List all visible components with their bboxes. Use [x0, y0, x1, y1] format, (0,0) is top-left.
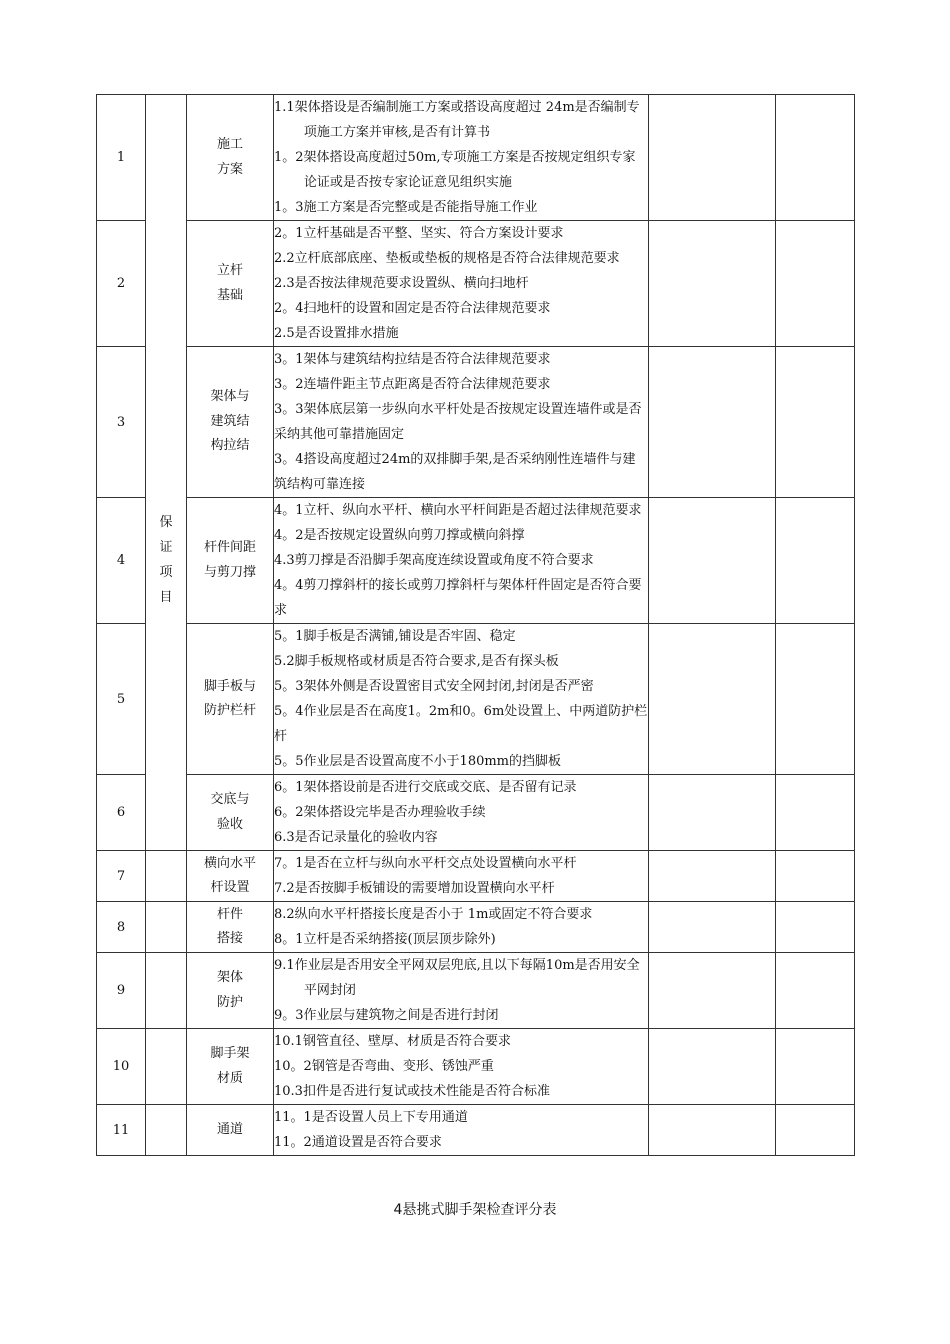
empty-group-cell	[146, 1029, 187, 1105]
category-line: 材质	[216, 1070, 243, 1086]
check-item: 3。2连墙件距主节点距离是否符合法律规范要求	[274, 377, 551, 392]
deduction-cell[interactable]	[649, 902, 776, 953]
category-cell	[187, 851, 274, 902]
category-line: 杆件	[216, 906, 243, 922]
check-item: 8。1立杆是否采纳搭接(顶层顶步除外)	[274, 932, 496, 947]
check-items-cell	[274, 851, 649, 902]
empty-group-cell	[146, 1105, 187, 1156]
category-line: 架体	[216, 970, 243, 985]
score-cell[interactable]	[776, 347, 855, 498]
category-line: 施工	[216, 137, 243, 152]
category-line: 脚手架	[210, 1046, 250, 1061]
group-label-char: 证	[159, 540, 173, 555]
group-label-cell	[146, 95, 187, 851]
table-row	[97, 953, 855, 1029]
category-line: 方案	[216, 161, 243, 177]
deduction-cell[interactable]	[649, 95, 776, 221]
check-items-cell	[274, 347, 649, 498]
check-item: 10。2钢管是否弯曲、变形、锈蚀严重	[274, 1059, 494, 1074]
empty-group-cell	[146, 902, 187, 953]
check-item: 4.3剪刀撑是否沿脚手架高度连续设置或角度不符合要求	[274, 553, 594, 568]
category-cell	[187, 498, 274, 624]
score-cell[interactable]	[776, 95, 855, 221]
check-item: 4。2是否按规定设置纵向剪刀撑或横向斜撑	[274, 528, 525, 543]
row-number: 10	[97, 1029, 146, 1105]
category-line: 架体与	[210, 389, 250, 405]
table-row	[97, 221, 855, 347]
category-cell	[187, 775, 274, 851]
deduction-cell[interactable]	[649, 347, 776, 498]
check-item: 10.3扣件是否进行复试或技术性能是否符合标准	[274, 1084, 550, 1099]
table-row	[97, 347, 855, 498]
table-row	[97, 775, 855, 851]
check-items-cell	[274, 498, 649, 624]
check-item: 5。1脚手板是否满铺,铺设是否牢固、稳定	[274, 629, 516, 644]
table-row	[97, 95, 855, 221]
check-item: 3。4搭设高度超过24m的双排脚手架,是否采纳刚性连墙件与建筑结构可靠连接	[274, 452, 636, 492]
check-item: 5。3架体外侧是否设置密目式安全网封闭,封闭是否严密	[274, 679, 594, 694]
category-line: 交底与	[210, 792, 250, 807]
category-line: 与剪刀撑	[203, 564, 256, 580]
category-line: 立杆	[216, 263, 243, 278]
check-item: 6。2架体搭设完毕是否办理验收手续	[274, 805, 486, 820]
check-item: 2.5是否设置排水措施	[274, 326, 399, 341]
check-item: 7。1是否在立杆与纵向水平杆交点处设置横向水平杆	[274, 856, 577, 871]
row-number: 6	[97, 775, 146, 851]
check-items-cell	[274, 624, 649, 775]
check-item: 2.3是否按法律规范要求设置纵、横向扫地杆	[274, 276, 529, 291]
check-item: 11。1是否设置人员上下专用通道	[274, 1110, 468, 1125]
category-cell	[187, 902, 274, 953]
category-line: 基础	[216, 287, 243, 303]
empty-group-cell	[146, 851, 187, 902]
deduction-cell[interactable]	[649, 775, 776, 851]
row-number: 4	[97, 498, 146, 624]
category-cell	[187, 1029, 274, 1105]
row-number: 9	[97, 953, 146, 1029]
group-label-char: 目	[159, 590, 173, 605]
group-label-char: 保	[159, 515, 173, 530]
category-line: 构拉结	[210, 438, 250, 454]
check-item: 5。4作业层是否在高度1。2m和0。6m处设置上、中两道防护栏杆	[274, 704, 648, 744]
table-row	[97, 1105, 855, 1156]
check-item: 1。2架体搭设高度超过50m,专项施工方案是否按规定组织专家论证或是否按专家论证意见组织实施	[274, 150, 636, 190]
category-cell	[187, 624, 274, 775]
check-items-cell	[274, 953, 649, 1029]
deduction-cell[interactable]	[649, 851, 776, 902]
check-item: 2。1立杆基础是否平整、坚实、符合方案设计要求	[274, 226, 564, 241]
category-cell	[187, 953, 274, 1029]
check-items-cell	[274, 902, 649, 953]
table-row	[97, 624, 855, 775]
row-number: 7	[97, 851, 146, 902]
table-caption: 4悬挑式脚手架检查评分表	[393, 1202, 557, 1218]
score-cell[interactable]	[776, 953, 855, 1029]
deduction-cell[interactable]	[649, 1029, 776, 1105]
score-cell[interactable]	[776, 851, 855, 902]
deduction-cell[interactable]	[649, 1105, 776, 1156]
check-items-cell	[274, 95, 649, 221]
row-number: 8	[97, 902, 146, 953]
category-line: 防护	[216, 994, 243, 1010]
score-cell[interactable]	[776, 221, 855, 347]
deduction-cell[interactable]	[649, 953, 776, 1029]
check-item: 5.2脚手板规格或材质是否符合要求,是否有探头板	[274, 654, 559, 669]
row-number: 3	[97, 347, 146, 498]
check-item: 9.1作业层是否用安全平网双层兜底,且以下每隔10m是否用安全平网封闭	[274, 958, 640, 998]
check-item: 4。1立杆、纵向水平杆、横向水平杆间距是否超过法律规范要求	[274, 503, 642, 518]
score-cell[interactable]	[776, 498, 855, 624]
check-items-cell	[274, 221, 649, 347]
check-items-cell	[274, 1105, 649, 1156]
row-number: 1	[97, 95, 146, 221]
check-items-cell	[274, 775, 649, 851]
row-number: 11	[97, 1105, 146, 1156]
check-item: 2。4扫地杆的设置和固定是否符合法律规范要求	[274, 301, 551, 316]
table-row	[97, 902, 855, 953]
category-cell	[187, 95, 274, 221]
check-item: 1.1架体搭设是否编制施工方案或搭设高度超过 24m是否编制专项施工方案并审核,是否有计算书	[274, 100, 640, 140]
category-line: 杆件间距	[203, 540, 256, 555]
row-number: 2	[97, 221, 146, 347]
score-cell[interactable]	[776, 775, 855, 851]
check-item: 11。2通道设置是否符合要求	[274, 1135, 442, 1150]
check-item: 3。3架体底层第一步纵向水平杆处是否按规定设置连墙件或是否采纳其他可靠措施固定	[274, 402, 642, 442]
score-cell[interactable]	[776, 1105, 855, 1156]
check-item: 6。1架体搭设前是否进行交底或交底、是否留有记录	[274, 780, 577, 795]
check-item: 4。4剪刀撑斜杆的接长或剪刀撑斜杆与架体杆件固定是否符合要求	[274, 578, 642, 618]
table-row	[97, 498, 855, 624]
score-cell[interactable]	[776, 624, 855, 775]
table-body	[97, 95, 855, 1156]
category-cell	[187, 347, 274, 498]
category-line: 脚手板与	[203, 678, 256, 694]
category-cell	[187, 221, 274, 347]
check-item: 6.3是否记录量化的验收内容	[274, 830, 438, 845]
category-line: 验收	[216, 816, 243, 832]
category-cell	[187, 1105, 274, 1156]
check-item: 3。1架体与建筑结构拉结是否符合法律规范要求	[274, 352, 551, 367]
check-item: 2.2立杆底部底座、垫板或垫板的规格是否符合法律规范要求	[274, 251, 620, 266]
category-line: 搭接	[216, 931, 243, 946]
category-line: 横向水平	[203, 855, 256, 871]
group-label-char: 项	[159, 565, 173, 580]
check-item: 8.2纵向水平杆搭接长度是否小于 1m或固定不符合要求	[274, 907, 593, 922]
deduction-cell[interactable]	[649, 624, 776, 775]
check-item: 7.2是否按脚手板铺设的需要增加设置横向水平杆	[274, 881, 555, 896]
category-line: 防护栏杆	[203, 703, 256, 718]
score-cell[interactable]	[776, 1029, 855, 1105]
check-item: 10.1钢管直径、壁厚、材质是否符合要求	[274, 1034, 511, 1049]
check-item: 1。3施工方案是否完整或是否能指导施工作业	[274, 200, 538, 215]
empty-group-cell	[146, 953, 187, 1029]
check-item: 9。3作业层与建筑物之间是否进行封闭	[274, 1008, 499, 1023]
deduction-cell[interactable]	[649, 498, 776, 624]
category-line: 通道	[216, 1121, 243, 1137]
score-cell[interactable]	[776, 902, 855, 953]
category-line: 建筑结	[210, 413, 250, 429]
inspection-table	[96, 94, 855, 1156]
table-row	[97, 1029, 855, 1105]
row-number: 5	[97, 624, 146, 775]
check-items-cell	[274, 1029, 649, 1105]
table-row	[97, 851, 855, 902]
check-item: 5。5作业层是否设置高度不小于180mm的挡脚板	[274, 754, 562, 769]
category-line: 杆设置	[210, 880, 250, 895]
deduction-cell[interactable]	[649, 221, 776, 347]
